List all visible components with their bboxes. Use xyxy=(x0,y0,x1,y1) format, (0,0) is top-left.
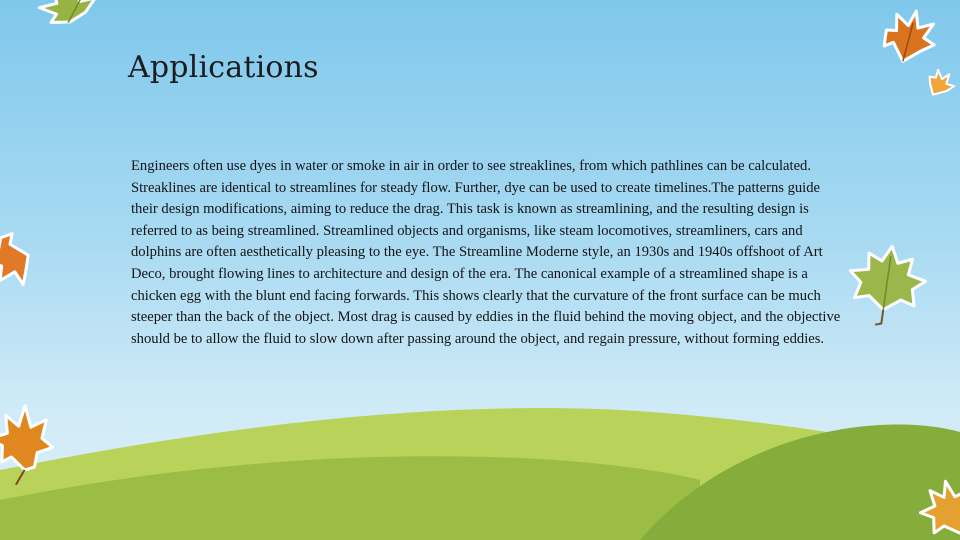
orange-leaf-icon xyxy=(880,5,942,68)
orange-leaf-icon xyxy=(0,232,33,291)
slide-body-text: Engineers often use dyes in water or smoke in air in order to see streaklines, from which pathlines can be calculated. Streaklines are identical to streamlines for steady flow. Further, dye can be used to create timelines.The patterns guide their design modifications, aiming to reduce the drag. This task is known as streamlining, and the resulting design is referred to as being streamlined. Streamlined objects and organisms, like steam locomotives, streamliners, cars and dolphins are often aesthetically pleasing to the eye. The Streamline Moderne style, an 1930s and 1940s offshoot of Art Deco, brought flowing lines to architecture and design of the era. The canonical example of a streamlined shape is a chicken egg with the blunt end facing forwards. This shows clearly that the curvature of the front surface can be much steeper than the back of the object. Most drag is caused by eddies in the fluid behind the moving object, and the objective should be to allow the fluid to slow down after passing around the object, and regain pressure, without forming eddies. xyxy=(131,158,841,347)
slide-title: Applications xyxy=(128,50,319,85)
orange-leaf-icon xyxy=(923,66,959,102)
green-leaf-icon xyxy=(34,0,100,30)
green-leaf-icon xyxy=(843,241,929,331)
